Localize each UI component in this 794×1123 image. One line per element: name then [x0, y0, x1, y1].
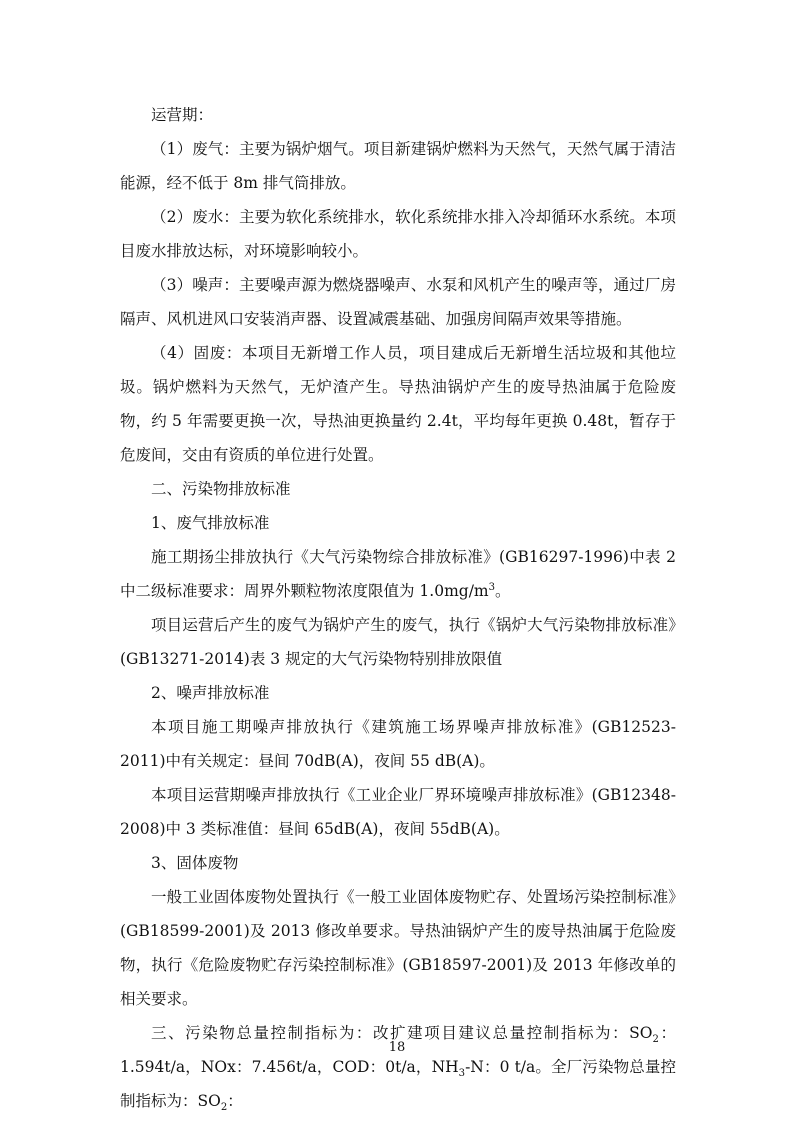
paragraph-dust-standard	[120, 540, 676, 608]
text-segment: 施工期扬尘排放执行《大气污染物综合排放标准》(GB16297-1996)中表 2 中二级标准要求：周界外颗粒物浓度限值为 1.0mg/m	[120, 548, 676, 600]
body-text	[120, 98, 676, 1118]
page-number: 18	[388, 1040, 406, 1055]
paragraph-operation-noise: 本项目运营期噪声排放执行《工业企业厂界环境噪声排放标准》(GB12348-2008)中 3 类标准值：昼间 65dB(A)，夜间 55dB(A)。	[120, 786, 676, 838]
text-segment: ：	[227, 1092, 243, 1110]
paragraph-construction-noise: 本项目施工期噪声排放执行《建筑施工场界噪声排放标准》(GB12523-2011)中有关规定：昼间 70dB(A)，夜间 55 dB(A)。	[120, 718, 676, 770]
text-segment: 三、污染物总量控制指标为：改扩建项目建议总量控制指标为：SO	[151, 1024, 653, 1042]
paragraph-wastewater: （2）废水：主要为软化系统排水，软化系统排水排入冷却循环水系统。本项目废水排放达标，对环境影响较小。	[120, 208, 676, 260]
subscript: 2	[220, 1102, 228, 1114]
text-segment: 。	[495, 582, 511, 600]
subheading-exhaust-standard: 1、废气排放标准	[151, 514, 270, 532]
paragraph-operation-period: 运营期：	[151, 106, 214, 124]
subscript: 3	[458, 1068, 466, 1080]
paragraph-solid-waste: （4）固废：本项目无新增工作人员，项目建成后无新增生活垃圾和其他垃圾。锅炉燃料为天然气，无炉渣产生。导热油锅炉产生的废导热油属于危险废物，约 5 年需要更换一次，导热油更换量约 2.4t，平均每年更换 0.48t，暂存于危废间，交由有资质的单位进行处置。	[120, 344, 676, 464]
paragraph-noise: （3）噪声：主要噪声源为燃烧器噪声、水泵和风机产生的噪声等，通过厂房隔声、风机进风口安装消声器、设置减震基础、加强房间隔声效果等措施。	[120, 276, 676, 328]
subscript: 2	[652, 1034, 659, 1046]
paragraph-exhaust-gas: （1）废气：主要为锅炉烟气。项目新建锅炉燃料为天然气，天然气属于清洁能源，经不低于 8m 排气筒排放。	[120, 140, 676, 192]
text-segment: -N：0 t/a。全厂污染物总量控制指标为：SO	[120, 1058, 676, 1110]
superscript: 3	[488, 581, 496, 593]
text-segment: ：1.594t/a，NOx：7.456t/a，COD：0t/a，NH	[120, 1024, 676, 1076]
paragraph-total-control-indicators	[120, 1016, 676, 1118]
paragraph-boiler-emission-standard: 项目运营后产生的废气为锅炉产生的废气，执行《锅炉大气污染物排放标准》(GB13271-2014)表 3 规定的大气污染物特别排放限值	[120, 616, 676, 668]
section-heading-emission-standards: 二、污染物排放标准	[151, 480, 291, 498]
paragraph-solid-waste-standard: 一般工业固体废物处置执行《一般工业固体废物贮存、处置场污染控制标准》(GB18599-2001)及 2013 修改单要求。导热油锅炉产生的废导热油属于危险废物，执行《危险废物贮存污染控制标准》(GB18597-2001)及 2013 年修改单的相关要求。	[120, 888, 676, 1008]
subheading-solid-waste: 3、固体废物	[151, 854, 239, 872]
subheading-noise-standard: 2、噪声排放标准	[151, 684, 270, 702]
